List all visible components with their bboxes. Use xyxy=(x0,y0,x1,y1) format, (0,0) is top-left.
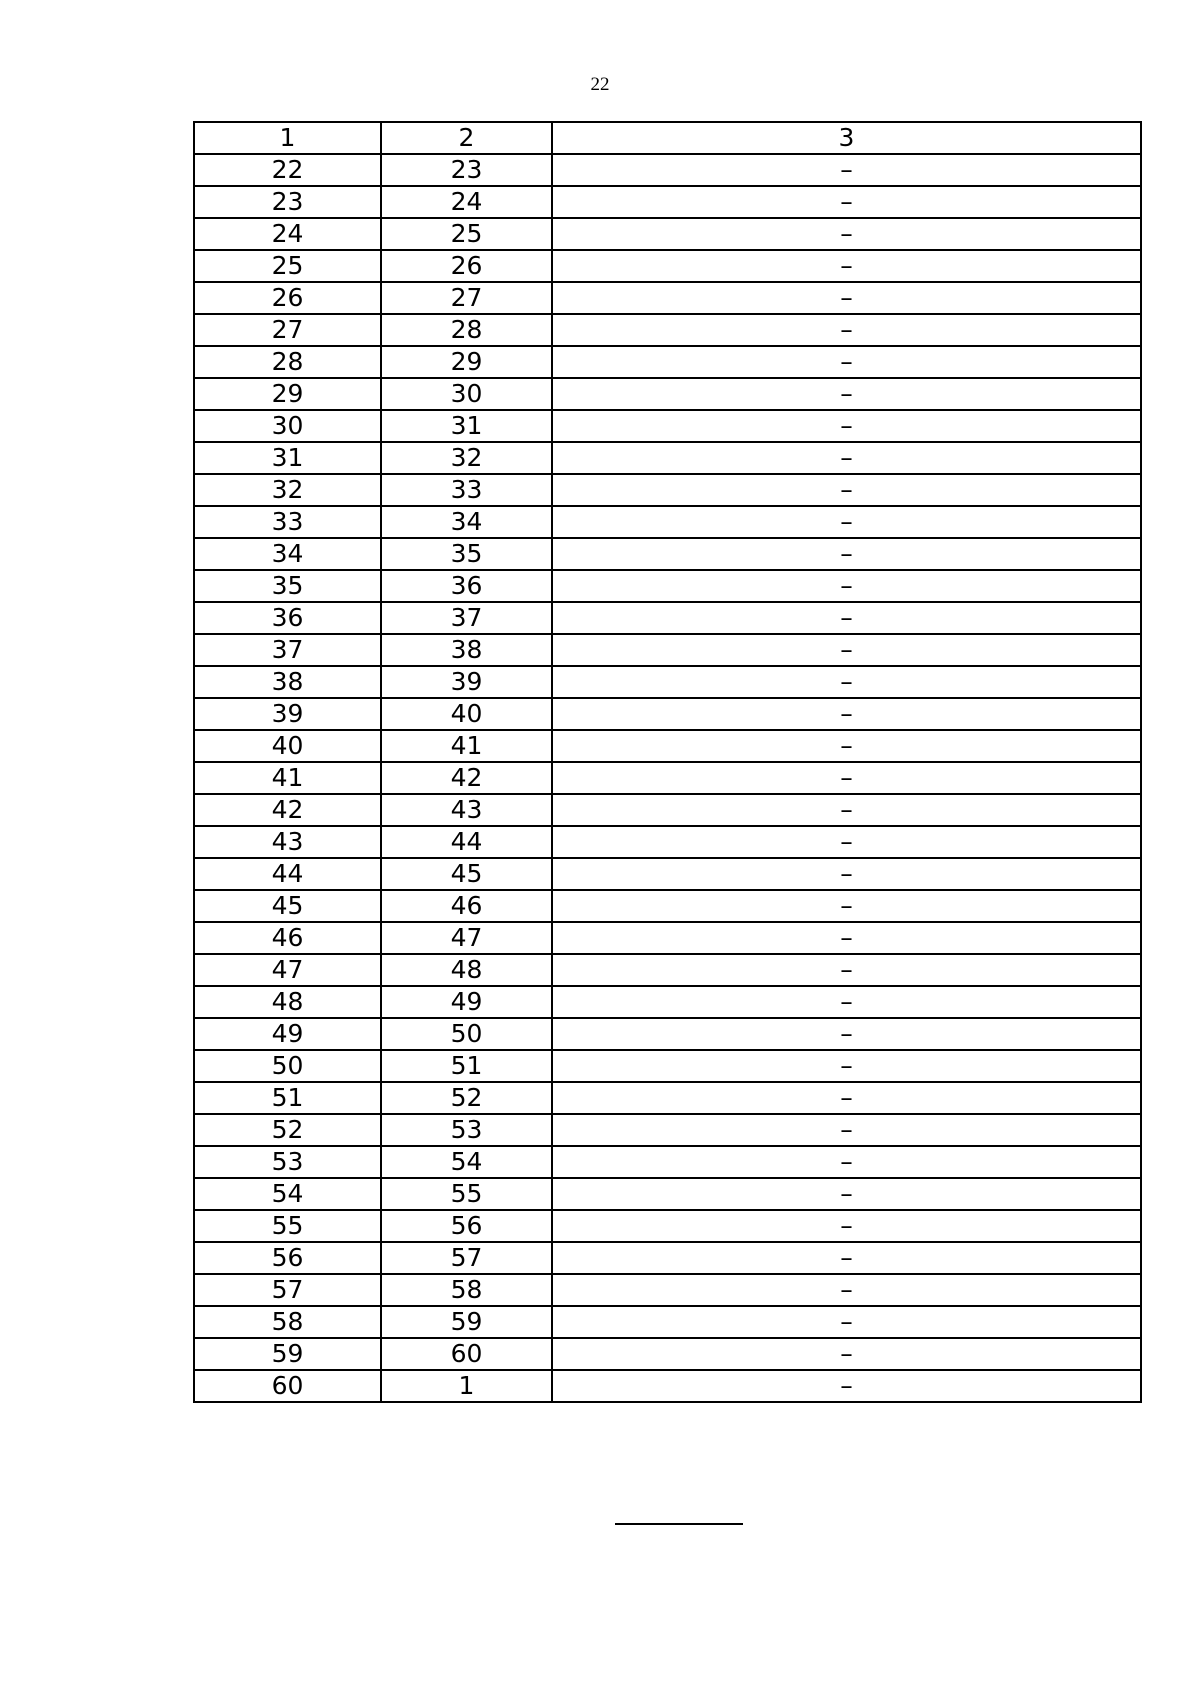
col-3-cell: – xyxy=(552,410,1141,442)
col-2-cell: 59 xyxy=(381,1306,552,1338)
col-1-cell: 57 xyxy=(194,1274,381,1306)
col-1-cell: 51 xyxy=(194,1082,381,1114)
col-1-cell: 32 xyxy=(194,474,381,506)
col-1-cell: 43 xyxy=(194,826,381,858)
col-2-cell: 26 xyxy=(381,250,552,282)
table-row xyxy=(194,986,1141,1018)
table-row xyxy=(194,1210,1141,1242)
table-row xyxy=(194,890,1141,922)
col-3-cell: – xyxy=(552,250,1141,282)
table-row xyxy=(194,410,1141,442)
col-3-cell: – xyxy=(552,762,1141,794)
col-1-cell: 50 xyxy=(194,1050,381,1082)
col-1-cell: 41 xyxy=(194,762,381,794)
col-3-cell: – xyxy=(552,570,1141,602)
col-3-cell: – xyxy=(552,1306,1141,1338)
col-1-cell: 26 xyxy=(194,282,381,314)
col-2-cell: 46 xyxy=(381,890,552,922)
table-row xyxy=(194,1274,1141,1306)
col-1-cell: 49 xyxy=(194,1018,381,1050)
col-2-cell: 56 xyxy=(381,1210,552,1242)
col-3-cell: – xyxy=(552,1242,1141,1274)
col-1-cell: 60 xyxy=(194,1370,381,1402)
col-2-cell: 30 xyxy=(381,378,552,410)
table-row xyxy=(194,826,1141,858)
col-3-cell: – xyxy=(552,922,1141,954)
table-header-row xyxy=(194,122,1141,154)
table-row xyxy=(194,922,1141,954)
col-2-cell: 34 xyxy=(381,506,552,538)
col-2-cell: 28 xyxy=(381,314,552,346)
col-2-cell: 49 xyxy=(381,986,552,1018)
col-3-cell: – xyxy=(552,602,1141,634)
col-2-cell: 1 xyxy=(381,1370,552,1402)
table-row xyxy=(194,858,1141,890)
col-1-cell: 44 xyxy=(194,858,381,890)
header-cell-2: 2 xyxy=(381,122,552,154)
table-row xyxy=(194,954,1141,986)
col-2-cell: 44 xyxy=(381,826,552,858)
col-2-cell: 38 xyxy=(381,634,552,666)
col-2-cell: 58 xyxy=(381,1274,552,1306)
col-2-cell: 37 xyxy=(381,602,552,634)
table-row xyxy=(194,442,1141,474)
col-2-cell: 43 xyxy=(381,794,552,826)
col-3-cell: – xyxy=(552,634,1141,666)
col-2-cell: 52 xyxy=(381,1082,552,1114)
header-cell-1: 1 xyxy=(194,122,381,154)
table-row xyxy=(194,314,1141,346)
col-2-cell: 55 xyxy=(381,1178,552,1210)
col-3-cell: – xyxy=(552,858,1141,890)
col-2-cell: 45 xyxy=(381,858,552,890)
col-1-cell: 36 xyxy=(194,602,381,634)
table-row xyxy=(194,154,1141,186)
col-3-cell: – xyxy=(552,1178,1141,1210)
table-row xyxy=(194,1370,1141,1402)
col-3-cell: – xyxy=(552,474,1141,506)
col-3-cell: – xyxy=(552,1114,1141,1146)
table-row xyxy=(194,474,1141,506)
col-3-cell: – xyxy=(552,826,1141,858)
col-2-cell: 40 xyxy=(381,698,552,730)
table-row xyxy=(194,1178,1141,1210)
col-3-cell: – xyxy=(552,666,1141,698)
col-1-cell: 25 xyxy=(194,250,381,282)
col-2-cell: 27 xyxy=(381,282,552,314)
table-row xyxy=(194,186,1141,218)
data-table xyxy=(193,121,1142,1403)
table-row xyxy=(194,730,1141,762)
table-row xyxy=(194,250,1141,282)
header-cell-3: 3 xyxy=(552,122,1141,154)
col-3-cell: – xyxy=(552,314,1141,346)
table-row xyxy=(194,794,1141,826)
col-3-cell: – xyxy=(552,1274,1141,1306)
col-1-cell: 39 xyxy=(194,698,381,730)
col-3-cell: – xyxy=(552,954,1141,986)
table-row xyxy=(194,1082,1141,1114)
col-1-cell: 31 xyxy=(194,442,381,474)
table-row xyxy=(194,218,1141,250)
col-3-cell: – xyxy=(552,154,1141,186)
col-1-cell: 35 xyxy=(194,570,381,602)
table-row xyxy=(194,282,1141,314)
col-1-cell: 45 xyxy=(194,890,381,922)
col-3-cell: – xyxy=(552,282,1141,314)
col-2-cell: 60 xyxy=(381,1338,552,1370)
col-2-cell: 53 xyxy=(381,1114,552,1146)
col-2-cell: 54 xyxy=(381,1146,552,1178)
table-row xyxy=(194,762,1141,794)
col-2-cell: 24 xyxy=(381,186,552,218)
col-1-cell: 29 xyxy=(194,378,381,410)
col-1-cell: 33 xyxy=(194,506,381,538)
col-3-cell: – xyxy=(552,986,1141,1018)
table-row xyxy=(194,634,1141,666)
col-2-cell: 39 xyxy=(381,666,552,698)
table-row xyxy=(194,1018,1141,1050)
col-1-cell: 54 xyxy=(194,1178,381,1210)
col-1-cell: 30 xyxy=(194,410,381,442)
col-3-cell: – xyxy=(552,794,1141,826)
col-1-cell: 22 xyxy=(194,154,381,186)
col-1-cell: 53 xyxy=(194,1146,381,1178)
col-1-cell: 59 xyxy=(194,1338,381,1370)
col-1-cell: 55 xyxy=(194,1210,381,1242)
col-3-cell: – xyxy=(552,730,1141,762)
col-1-cell: 34 xyxy=(194,538,381,570)
col-2-cell: 25 xyxy=(381,218,552,250)
table-row xyxy=(194,666,1141,698)
col-2-cell: 36 xyxy=(381,570,552,602)
col-1-cell: 58 xyxy=(194,1306,381,1338)
col-1-cell: 38 xyxy=(194,666,381,698)
col-2-cell: 50 xyxy=(381,1018,552,1050)
col-2-cell: 23 xyxy=(381,154,552,186)
table-row xyxy=(194,1306,1141,1338)
col-3-cell: – xyxy=(552,1210,1141,1242)
col-3-cell: – xyxy=(552,1018,1141,1050)
col-3-cell: – xyxy=(552,1370,1141,1402)
col-3-cell: – xyxy=(552,890,1141,922)
col-2-cell: 29 xyxy=(381,346,552,378)
col-1-cell: 52 xyxy=(194,1114,381,1146)
table-row xyxy=(194,1114,1141,1146)
footer-rule xyxy=(615,1523,743,1525)
col-2-cell: 35 xyxy=(381,538,552,570)
table-row xyxy=(194,1242,1141,1274)
col-2-cell: 31 xyxy=(381,410,552,442)
table-body xyxy=(194,122,1141,1402)
col-2-cell: 41 xyxy=(381,730,552,762)
col-3-cell: – xyxy=(552,442,1141,474)
col-3-cell: – xyxy=(552,346,1141,378)
table-row xyxy=(194,1146,1141,1178)
table-row xyxy=(194,1338,1141,1370)
col-1-cell: 23 xyxy=(194,186,381,218)
table-row xyxy=(194,506,1141,538)
col-1-cell: 40 xyxy=(194,730,381,762)
col-1-cell: 37 xyxy=(194,634,381,666)
col-1-cell: 42 xyxy=(194,794,381,826)
page-number: 22 xyxy=(590,74,610,95)
table-row xyxy=(194,378,1141,410)
col-1-cell: 28 xyxy=(194,346,381,378)
col-1-cell: 24 xyxy=(194,218,381,250)
col-2-cell: 57 xyxy=(381,1242,552,1274)
col-3-cell: – xyxy=(552,378,1141,410)
col-2-cell: 32 xyxy=(381,442,552,474)
table-row xyxy=(194,570,1141,602)
col-2-cell: 47 xyxy=(381,922,552,954)
col-3-cell: – xyxy=(552,1050,1141,1082)
table-row xyxy=(194,698,1141,730)
col-3-cell: – xyxy=(552,218,1141,250)
table-row xyxy=(194,1050,1141,1082)
col-2-cell: 33 xyxy=(381,474,552,506)
table-row xyxy=(194,538,1141,570)
col-3-cell: – xyxy=(552,1338,1141,1370)
col-3-cell: – xyxy=(552,506,1141,538)
col-3-cell: – xyxy=(552,698,1141,730)
col-3-cell: – xyxy=(552,1082,1141,1114)
col-3-cell: – xyxy=(552,186,1141,218)
col-2-cell: 48 xyxy=(381,954,552,986)
col-2-cell: 51 xyxy=(381,1050,552,1082)
col-3-cell: – xyxy=(552,1146,1141,1178)
col-1-cell: 48 xyxy=(194,986,381,1018)
col-2-cell: 42 xyxy=(381,762,552,794)
col-1-cell: 46 xyxy=(194,922,381,954)
col-1-cell: 47 xyxy=(194,954,381,986)
col-1-cell: 56 xyxy=(194,1242,381,1274)
col-3-cell: – xyxy=(552,538,1141,570)
table-row xyxy=(194,602,1141,634)
col-1-cell: 27 xyxy=(194,314,381,346)
table-row xyxy=(194,346,1141,378)
